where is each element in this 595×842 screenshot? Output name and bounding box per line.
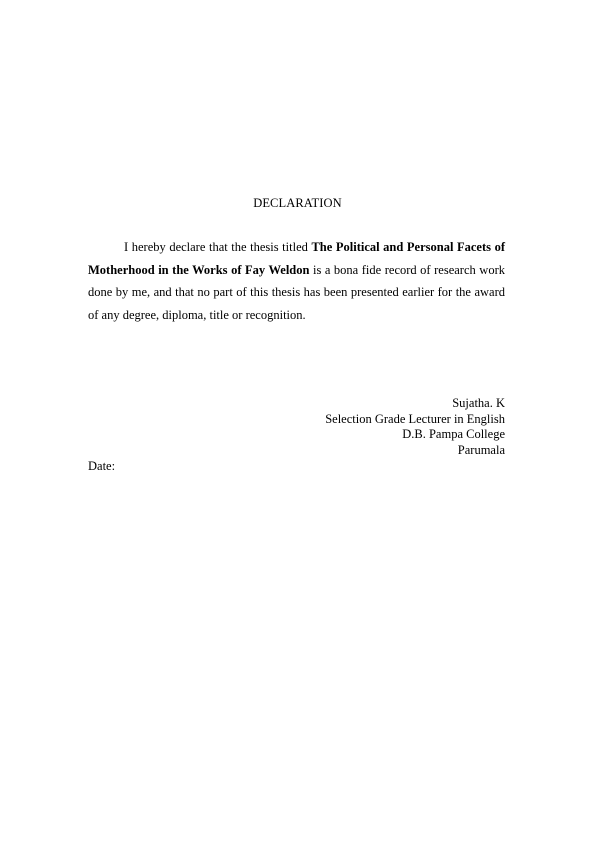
declaration-paragraph [88,236,505,327]
page-title: DECLARATION [253,196,342,210]
signatory-designation: Selection Grade Lecturer in English [325,411,505,426]
signatory-institution: D.B. Pampa College [402,427,505,442]
signatory-place: Parumala [457,442,505,457]
date-label: Date: [88,459,116,473]
thesis-title: The Political and Personal Facets of Motherhood in the Works of Fay Weldon [88,240,505,277]
declaration-statement: is a bona fide record of research work done by me, and that no part of this thesis has been presented earlier for the award of any degree, diploma, title or recognition. [88,262,505,323]
declaration-intro: I hereby declare that the thesis titled [124,240,312,254]
signature-block [325,396,505,458]
signatory-name: Sujatha. K [452,396,505,410]
